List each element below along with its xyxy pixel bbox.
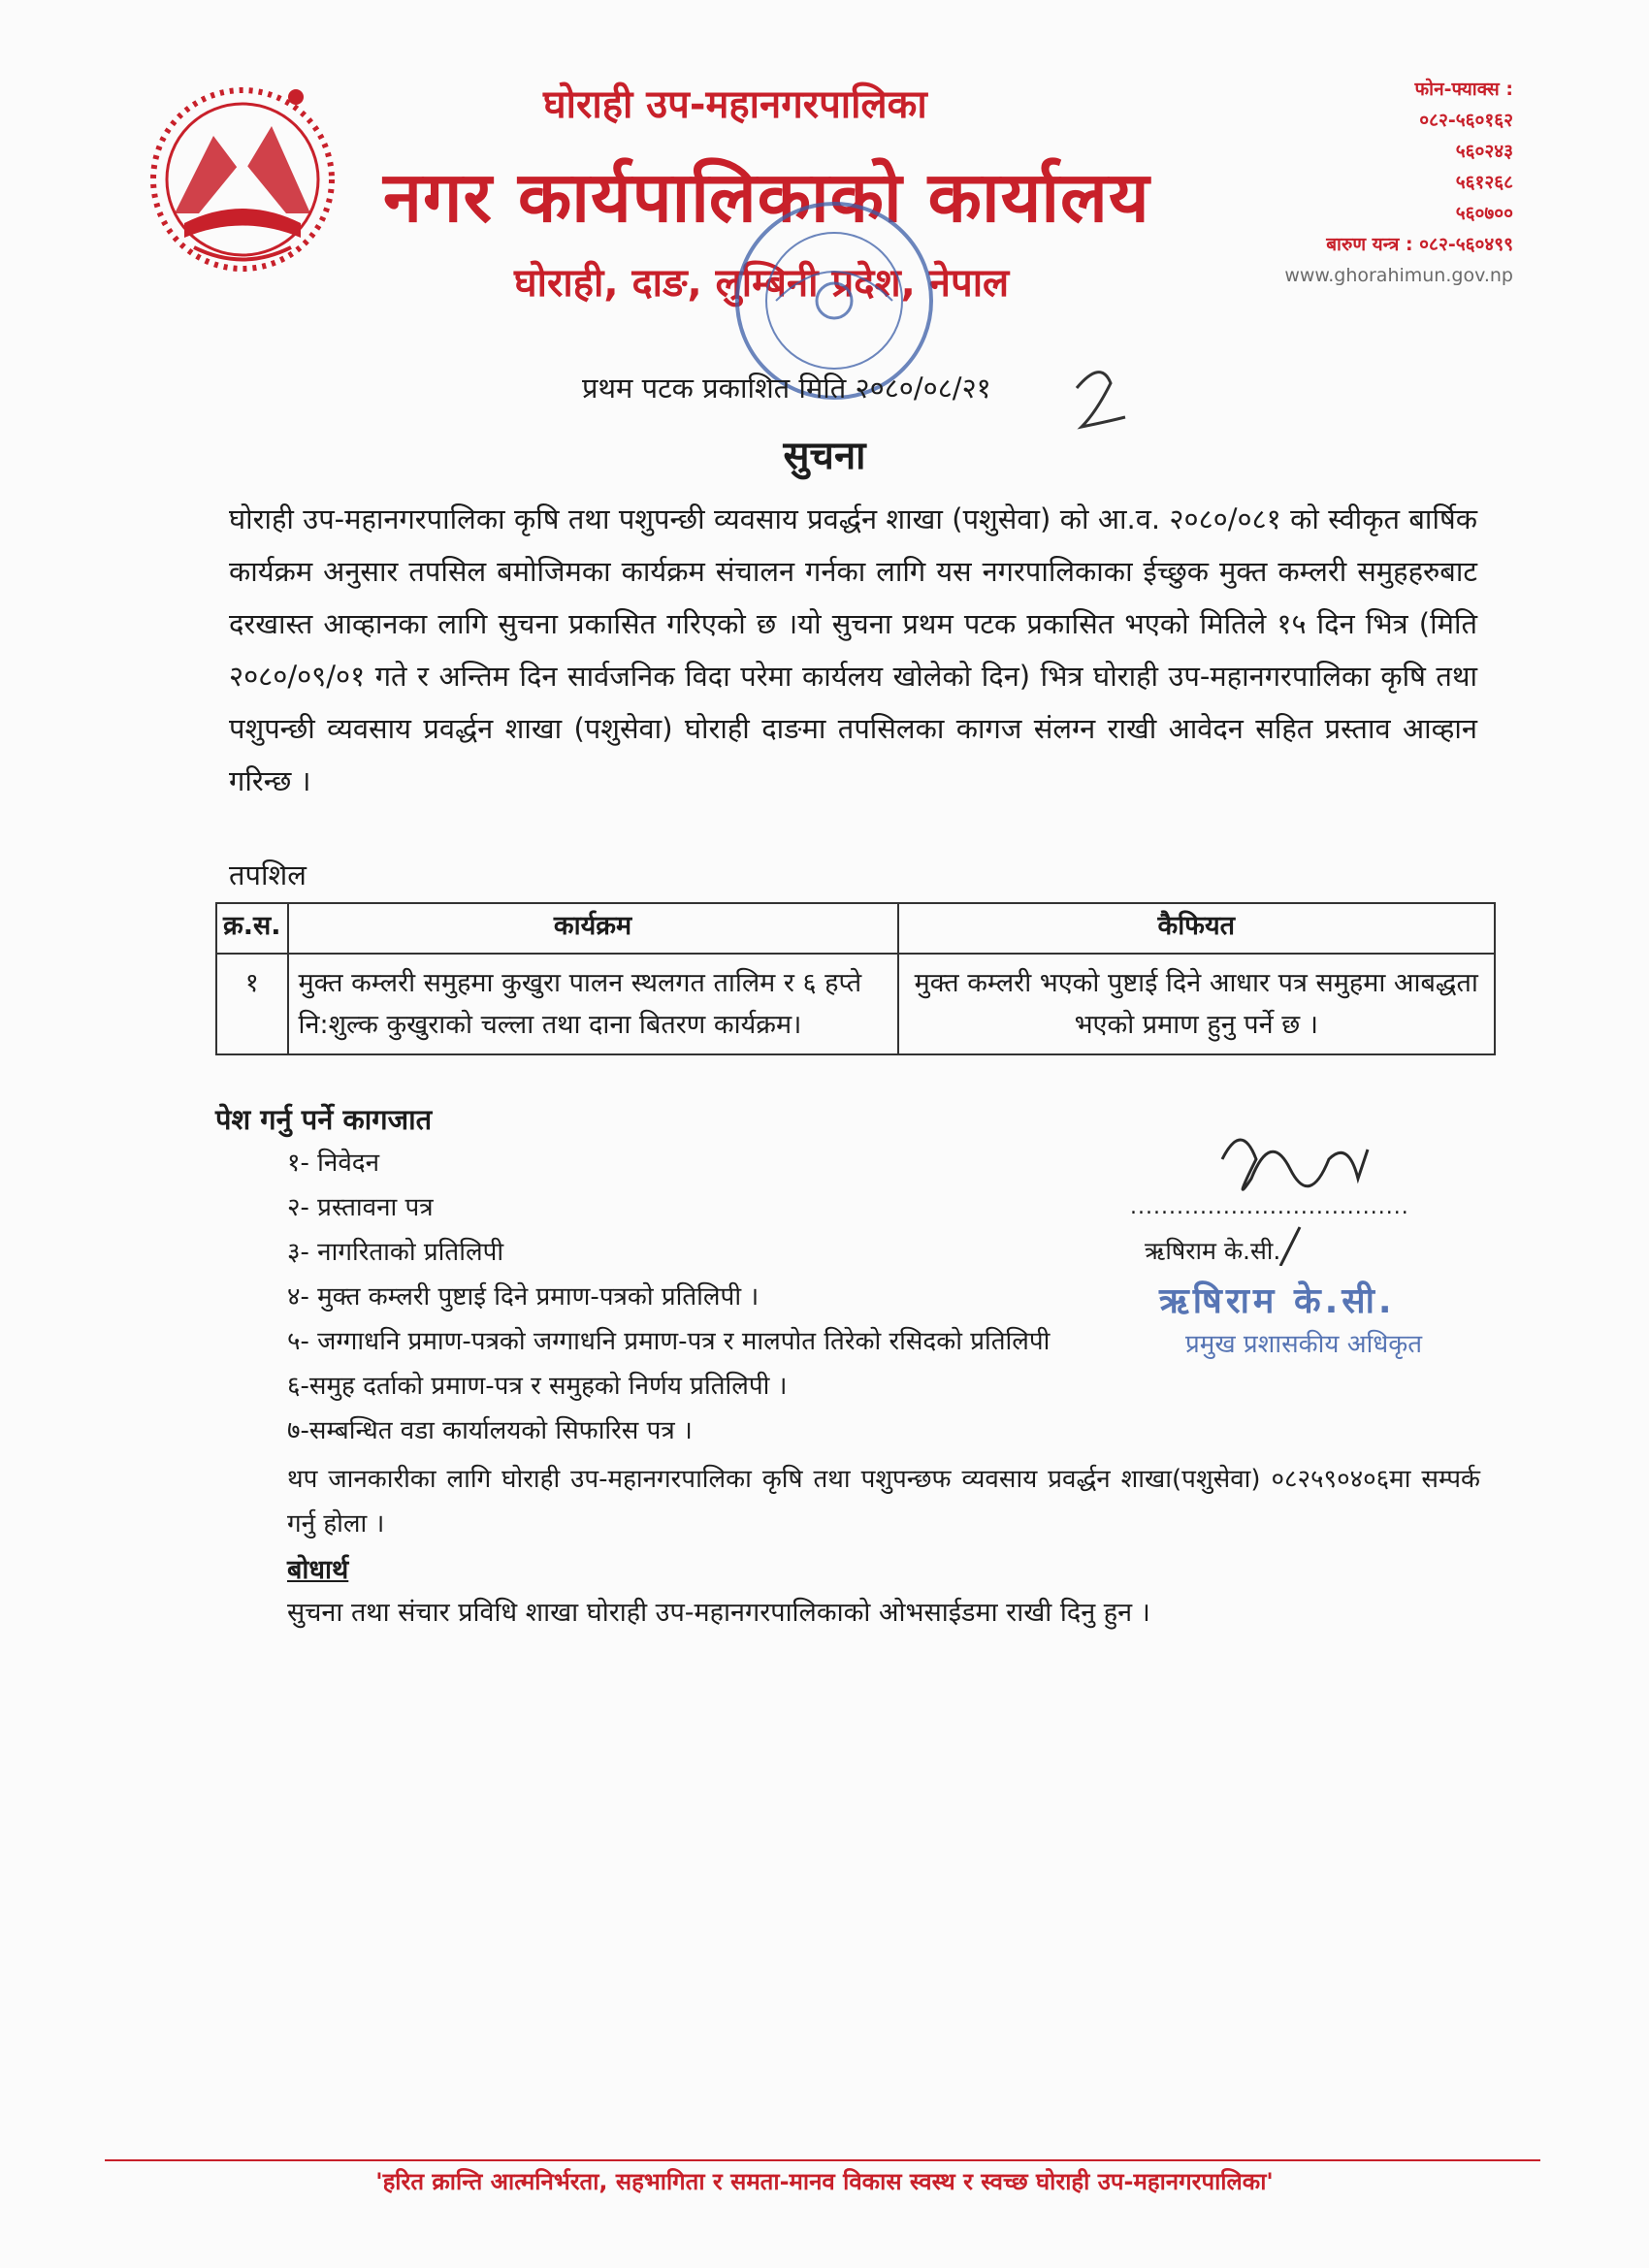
signatory-stamp-name: ऋषिराम के.सी. [1159, 1281, 1396, 1321]
cc-heading: बोधार्थ [287, 1555, 349, 1585]
remarks-cell: मुक्त कम्लरी भएको पुष्टाई दिने आधार पत्र समुहमा आबद्धता भएको प्रमाण हुनु पर्ने छ । [898, 954, 1495, 1054]
list-item: ५- जग्गाधनि प्रमाण-पत्रको जग्गाधनि प्रमाण-पत्र र मालपोत तिरेको रसिदको प्रतिलिपी [287, 1327, 1051, 1356]
column-header: कार्यक्रम [288, 903, 898, 954]
initial-signature-icon [1067, 359, 1135, 437]
documents-heading: पेश गर्नु पर्ने कागजात [215, 1103, 433, 1136]
publication-date: प्रथम पटक प्रकाशित मिति २०८०/०८/२१ [582, 372, 991, 405]
emergency-number: बारुण यन्त्र : ०८२-५६०४९९ [1326, 234, 1513, 255]
column-header: क्र.स. [216, 903, 288, 954]
program-cell: मुक्त कम्लरी समुहमा कुखुरा पालन स्थलगत तालिम र ६ हप्ते नि:शुल्क कुखुराको चल्ला तथा दाना बितरण कार्यक्रम। [288, 954, 898, 1054]
nepal-emblem-icon [136, 68, 349, 281]
further-info: थप जानकारीका लागि घोराही उप-महानगरपालिका कृषि तथा पशुपन्छफ व्यवसाय प्रवर्द्धन शाखा(पशुसेवा) ०८२५९०४०६मा सम्पर्क गर्नु होला । [287, 1465, 1480, 1539]
documents-list [287, 1141, 1050, 1453]
signature-line: .................................... [1130, 1195, 1409, 1219]
table-row [216, 954, 1495, 1054]
cc-text: सुचना तथा संचार प्रविधि शाखा घोराही उप-महानगरपालिकाको ओभसाईडमा राखी दिनु हुन । [287, 1598, 1150, 1628]
program-table [215, 902, 1496, 1055]
list-item: ६-समुह दर्ताको प्रमाण-पत्र र समुहको निर्णय प्रतिलिपी । [287, 1372, 788, 1401]
list-item: ३- नागरिताको प्रतिलिपी [287, 1238, 504, 1267]
notice-title: सुचना [783, 434, 866, 478]
phone-number: ५६०२४३ [1455, 141, 1513, 162]
website-link[interactable]: www.ghorahimun.gov.np [1284, 265, 1513, 286]
phone-number: ०८२-५६०१६२ [1419, 110, 1513, 131]
contact-block [1284, 74, 1513, 291]
list-item: ७-सम्बन्धित वडा कार्यालयको सिफारिस पत्र । [287, 1416, 693, 1445]
serial-number-cell: १ [216, 954, 288, 1054]
footer-slogan: 'हरित क्रान्ति आत्मनिर्भरता, सहभागिता र समता-मानव विकास स्वस्थ र स्वच्छ घोराही उप-महानगरपालिका' [375, 2168, 1274, 2195]
signatory-name: ऋषिराम के.सी. [1145, 1237, 1281, 1265]
municipality-name: घोराही उप-महानगरपालिका [543, 82, 927, 127]
list-item: १- निवेदन [287, 1149, 380, 1178]
list-item: २- प्रस्तावना पत्र [287, 1193, 434, 1222]
phone-number: ५६०७०० [1455, 203, 1513, 224]
list-item: ४- मुक्त कम्लरी पुष्टाई दिने प्रमाण-पत्रको प्रतिलिपी । [287, 1282, 760, 1312]
signatory-title: प्रमुख प्रशासकीय अधिकृत [1185, 1330, 1423, 1359]
footer-divider [105, 2159, 1540, 2161]
details-label: तपशिल [229, 859, 307, 891]
contact-label: फोन-फ्याक्स : [1414, 79, 1513, 100]
column-header: कैफियत [898, 903, 1495, 954]
table-header-row [216, 903, 1495, 954]
office-address: घोराही, दाङ, लुम्बिनी प्रदेश, नेपाल [514, 261, 1010, 306]
office-title: नगर कार्यपालिकाको कार्यालय [383, 156, 1150, 238]
phone-number: ५६१२६८ [1455, 172, 1513, 193]
notice-body: घोराही उप-महानगरपालिका कृषि तथा पशुपन्छी व्यवसाय प्रवर्द्धन शाखा (पशुसेवा) को आ.व. २०८०/०८१ को स्वीकृत बार्षिक कार्यक्रम अनुसार तपसिल बमोजिमका कार्यक्रम संचालन गर्नका लागि यस नगरपालिकाका ईच्छुक मुक्त कम्लरी समुहहरुबाट दरखास्त आव्हानका लागि सुचना प्रकासित गरिएको छ ।यो सुचना प्रथम पटक प्रकासित भएको मितिले १५ दिन भित्र (मिति २०८०/०९/०१ गते र अन्तिम दिन सार्वजनिक विदा परेमा कार्यलय खोलेको दिन) भित्र घोराही उप-महानगरपालिका कृषि तथा पशुपन्छी व्यवसाय प्रवर्द्धन शाखा (पशुसेवा) घोराही दाङमा तपसिलका कागज संलग्न राखी आवेदन सहित प्रस्ताव आव्हान गरिन्छ । [229, 502, 1477, 797]
